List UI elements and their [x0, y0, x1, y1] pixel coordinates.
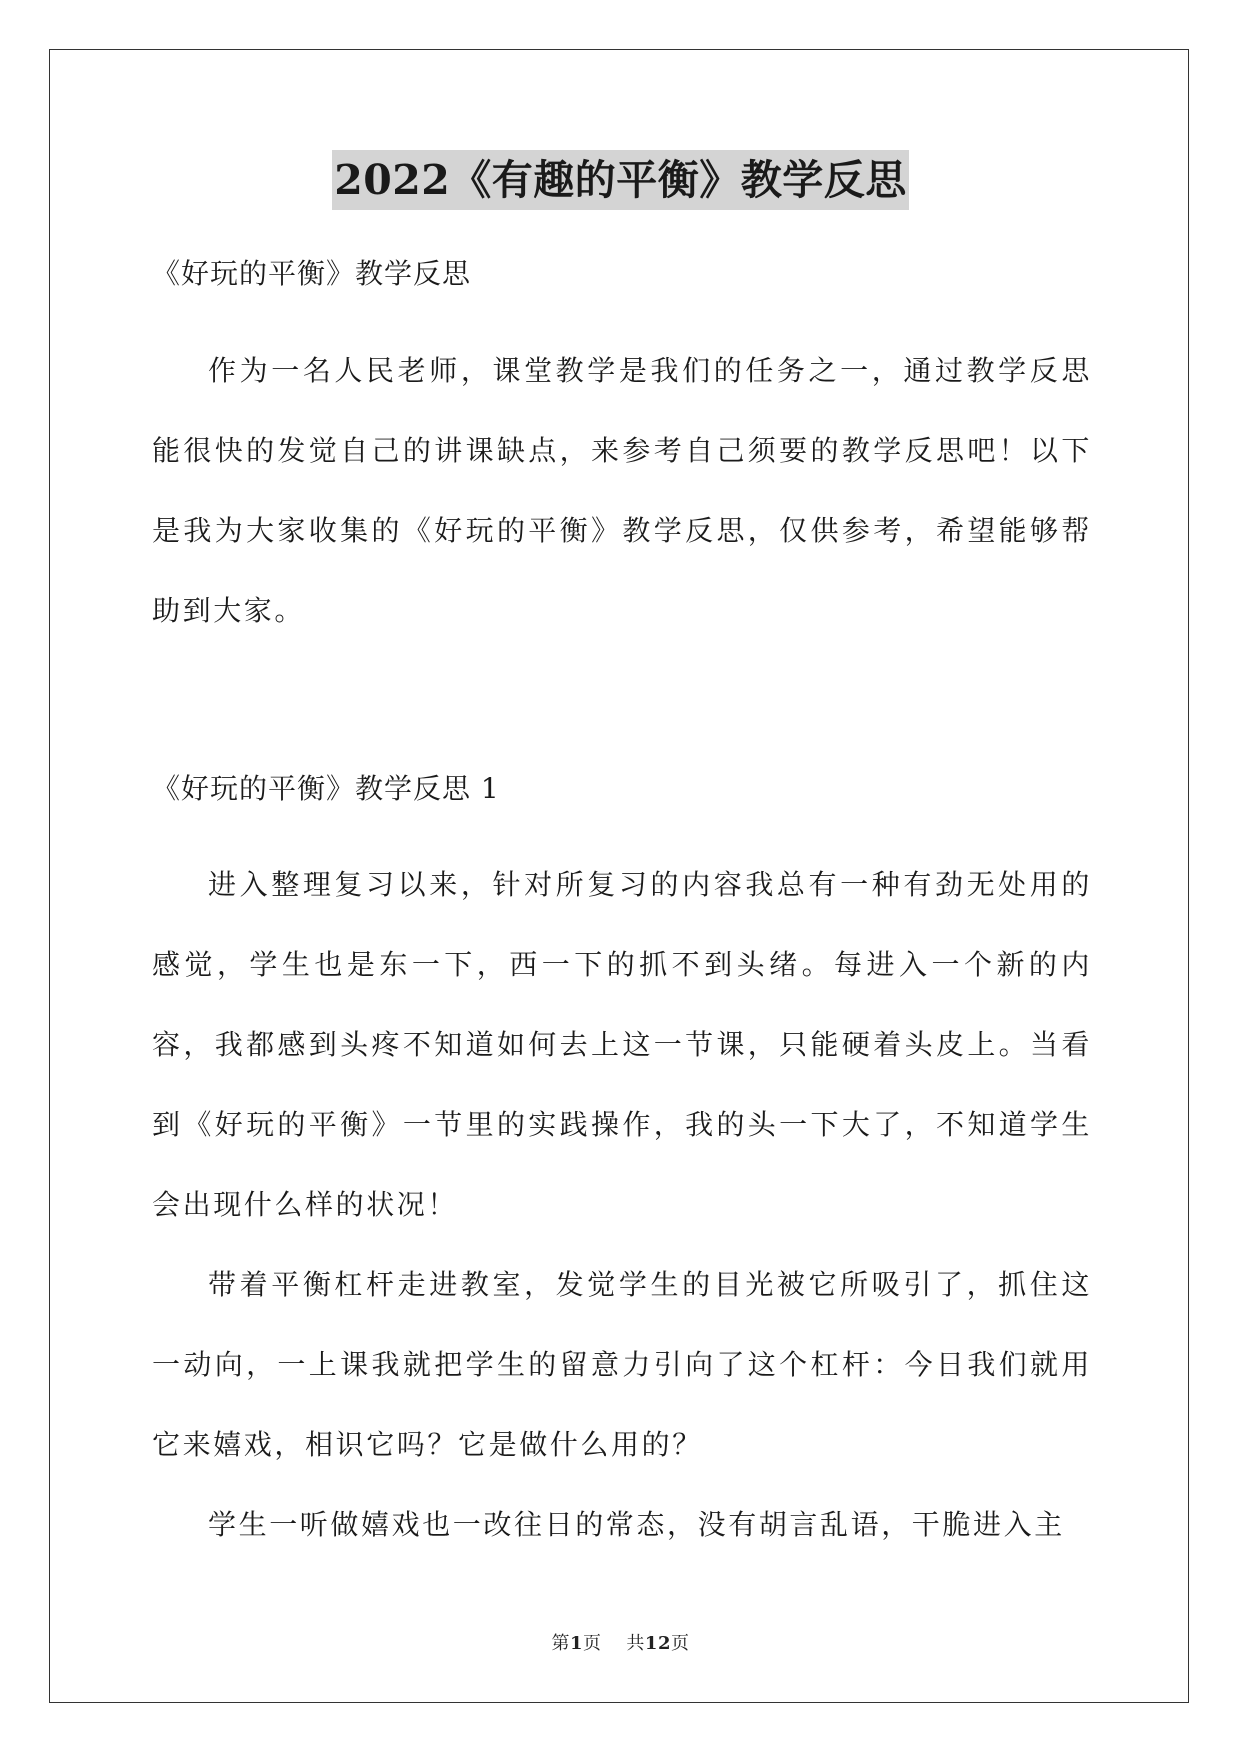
- page-label-suffix: 页: [583, 1633, 602, 1654]
- page-label-prefix: 第: [551, 1633, 570, 1654]
- intro-heading: 《好玩的平衡》教学反思: [152, 257, 472, 290]
- page-footer: [0, 1629, 1241, 1655]
- body-paragraph: 带着平衡杠杆走进教室，发觉学生的目光被它所吸引了，抓住这一动向，一上课我就把学生的留意力引向了这个杠杆：今日我们就用它来嬉戏，相识它吗？它是做什么用的？: [152, 1268, 1092, 1461]
- body-paragraph: 学生一听做嬉戏也一改往日的常态，没有胡言乱语，干脆进入主: [208, 1508, 1065, 1541]
- document-title-text: 2022《有趣的平衡》教学反思: [332, 150, 909, 210]
- section-heading-1: 《好玩的平衡》教学反思 1: [152, 772, 500, 805]
- document-body: [152, 254, 1092, 1565]
- total-page-count: 12: [644, 1633, 671, 1654]
- document-title: [0, 150, 1241, 210]
- total-label-suffix: 页: [670, 1633, 690, 1654]
- total-label-prefix: 共: [626, 1633, 645, 1654]
- intro-paragraph: 作为一名人民老师，课堂教学是我们的任务之一，通过教学反思能很快的发觉自己的讲课缺点，来参考自己须要的教学反思吧！以下是我为大家收集的《好玩的平衡》教学反思，仅供参考，希望能够帮助到大家。: [152, 354, 1092, 627]
- current-page-number: 1: [570, 1633, 584, 1654]
- body-paragraph: 进入整理复习以来，针对所复习的内容我总有一种有劲无处用的感觉，学生也是东一下，西一下的抓不到头绪。每进入一个新的内容，我都感到头疼不知道如何去上这一节课，只能硬着头皮上。当看到《好玩的平衡》一节里的实践操作，我的头一下大了，不知道学生会出现什么样的状况！: [152, 868, 1092, 1221]
